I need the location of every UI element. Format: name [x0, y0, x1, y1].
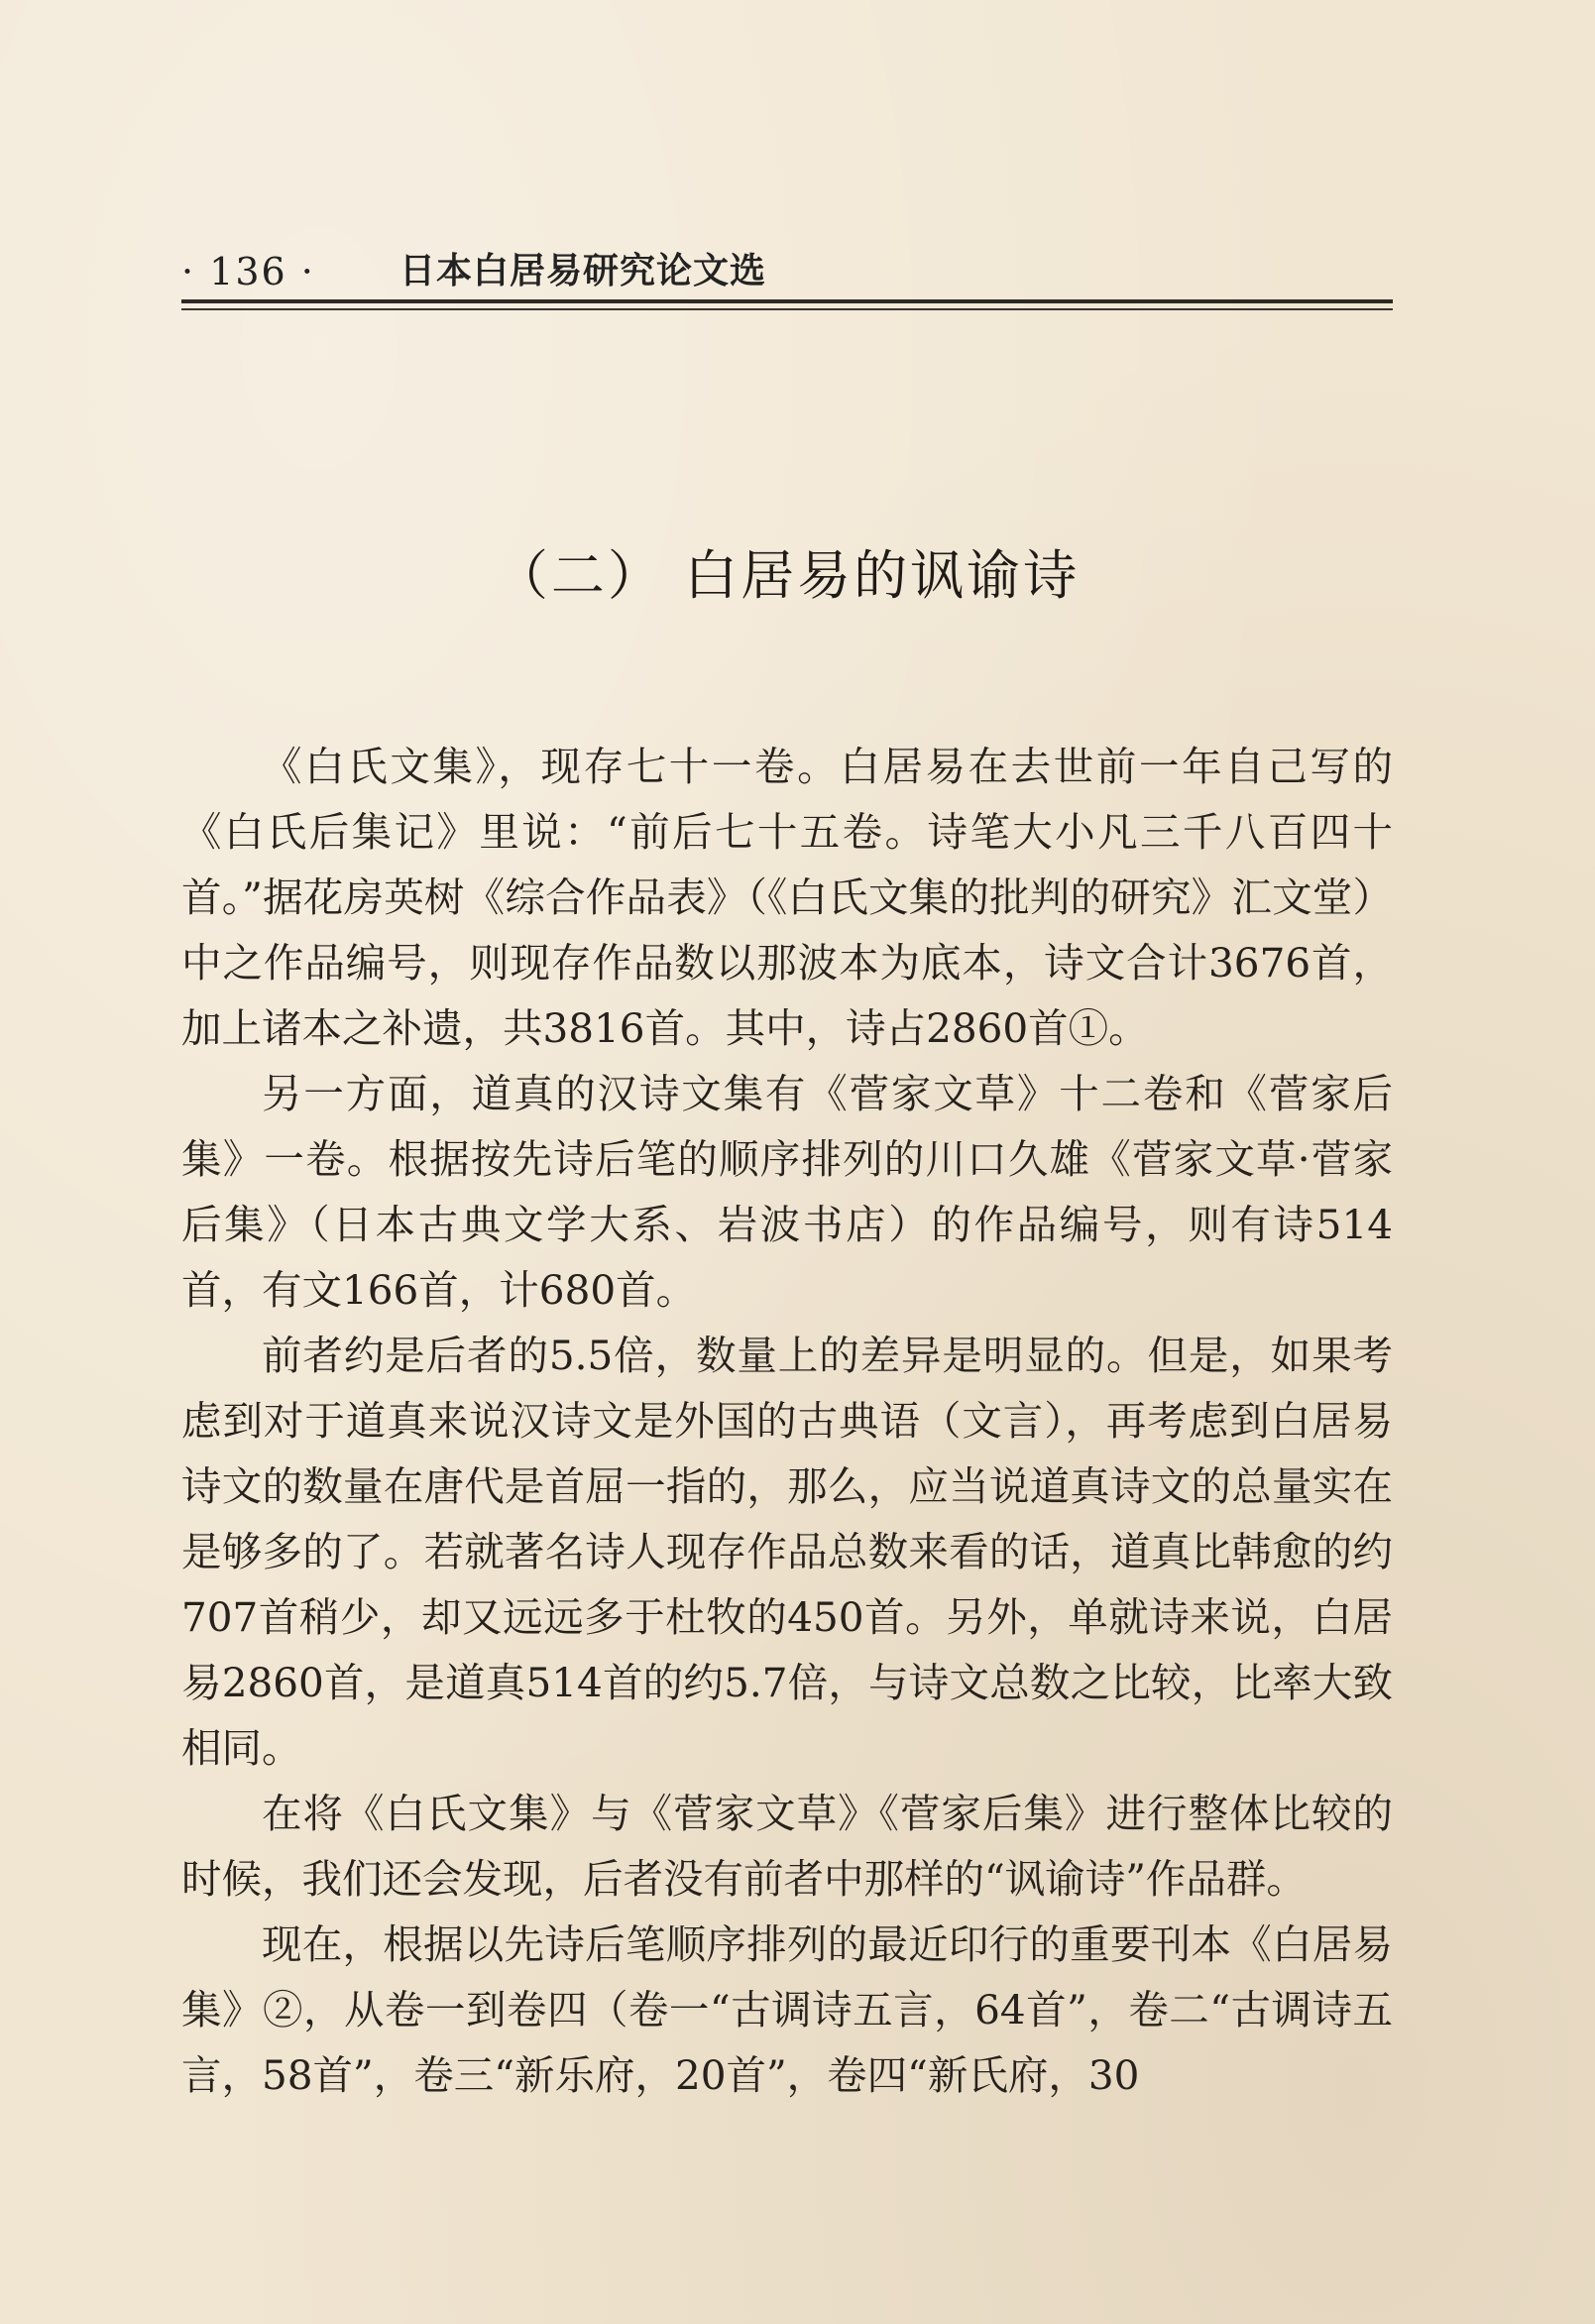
paragraph-2: 另一方面，道真的汉诗文集有《菅家文草》十二卷和《菅家后集》一卷。根据按先诗后笔的顺序排列的川口久雄《菅家文草·菅家后集》（日本古典文学大系、岩波书店）的作品编号，则有诗514首，有文166首，计680首。	[181, 1070, 1393, 1314]
paragraph-4: 在将《白氏文集》与《菅家文草》《菅家后集》进行整体比较的时候，我们还会发现，后者没有前者中那样的“讽谕诗”作品群。	[181, 1790, 1393, 1903]
page-number: · 136 ·	[181, 250, 315, 293]
header-rule-thick	[181, 299, 1393, 303]
paragraph-1: 《白氏文集》，现存七十一卷。白居易在去世前一年自己写的《白氏后集记》里说：“前后七十五卷。诗笔大小凡三千八百四十首。”据花房英树《综合作品表》（《白氏文集的批判的研究》汇文堂）中之作品编号，则现存作品数以那波本为底本，诗文合计3676首，加上诸本之补遗，共3816首。其中，诗占2860首①。	[181, 743, 1393, 1052]
book-title: 日本白居易研究论文选	[399, 251, 767, 291]
header-rule-thin	[181, 308, 1393, 310]
body-text	[181, 734, 1393, 2108]
section-title: （二） 白居易的讽谕诗	[494, 544, 1081, 607]
paragraph-3: 前者约是后者的5.5倍，数量上的差异是明显的。但是，如果考虑到对于道真来说汉诗文是外国的古典语（文言），再考虑到白居易诗文的数量在唐代是首屈一指的，那么，应当说道真诗文的总量实在是够多的了。若就著名诗人现存作品总数来看的话，道真比韩愈的约707首稍少，却又远远多于杜牧的450首。另外，单就诗来说，白居易2860首，是道真514首的约5.7倍，与诗文总数之比较，比率大致相同。	[181, 1332, 1393, 1772]
running-header	[181, 234, 1393, 293]
paragraph-5: 现在，根据以先诗后笔顺序排列的最近印行的重要刊本《白居易集》②，从卷一到卷四（卷一“古调诗五言，64首”，卷二“古调诗五言，58首”，卷三“新乐府，20首”，卷四“新氏府，30	[181, 1920, 1393, 2099]
